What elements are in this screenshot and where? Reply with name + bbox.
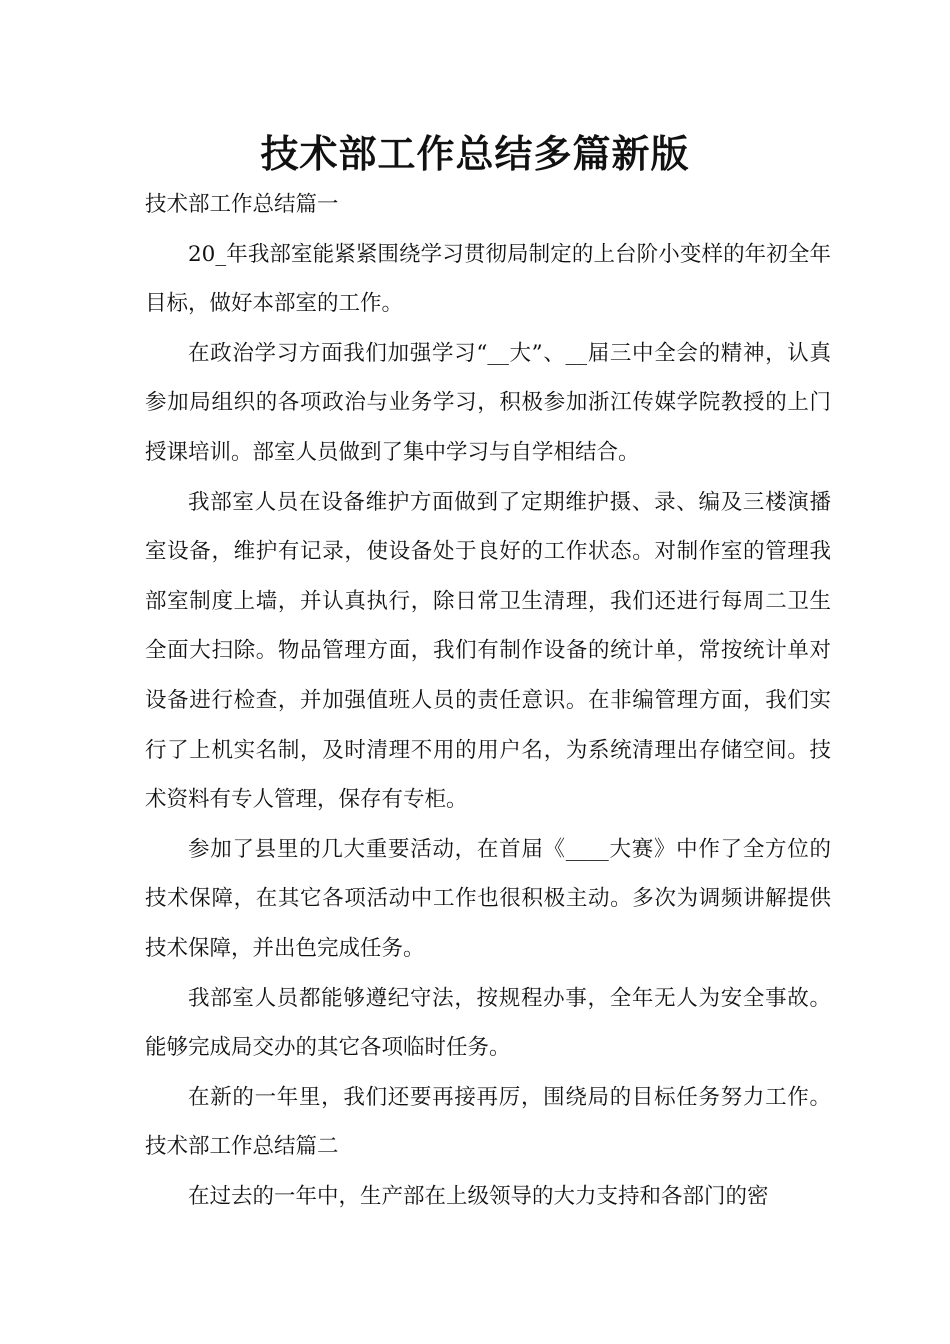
paragraph: 在新的一年里，我们还要再接再厉，围绕局的目标任务努力工作。技术部工作总结篇二 <box>145 1084 831 1160</box>
section-heading: 技术部工作总结篇一 <box>145 192 339 217</box>
paragraph: 在政治学习方面我们加强学习“__大”、__届三中全会的精神，认真参加局组织的各项政治与业务学习，积极参加浙江传媒学院教授的上门授课培训。部室人员做到了集中学习与自学相结合。 <box>145 340 831 465</box>
paragraph: 在过去的一年中，生产部在上级领导的大力支持和各部门的密 <box>188 1183 769 1209</box>
paragraph: 参加了县里的几大重要活动，在首届《____大赛》中作了全方位的技术保障，在其它各项活动中工作也很积极主动。多次为调频讲解提供技术保障，并出色完成任务。 <box>145 836 831 961</box>
paragraph: 我部室人员都能够遵纪守法，按规程办事，全年无人为安全事故。能够完成局交办的其它各项临时任务。 <box>145 985 831 1061</box>
paragraph: 我部室人员在设备维护方面做到了定期维护摄、录、编及三楼演播室设备，维护有记录，使设备处于良好的工作状态。对制作室的管理我部室制度上墙，并认真执行，除日常卫生清理，我们还进行每周二卫生全面大扫除。物品管理方面，我们有制作设备的统计单，常按统计单对设备进行检查，并加强值班人员的责任意识。在非编管理方面，我们实行了上机实名制，及时清理不用的用户名，为系统清理出存储空间。技术资料有专人管理，保存有专柜。 <box>145 489 831 813</box>
document-title: 技术部工作总结多篇新版 <box>260 132 690 176</box>
document-body <box>145 180 831 1221</box>
paragraph: 20_年我部室能紧紧围绕学习贯彻局制定的上台阶小变样的年初全年目标，做好本部室的工作。 <box>145 241 831 317</box>
